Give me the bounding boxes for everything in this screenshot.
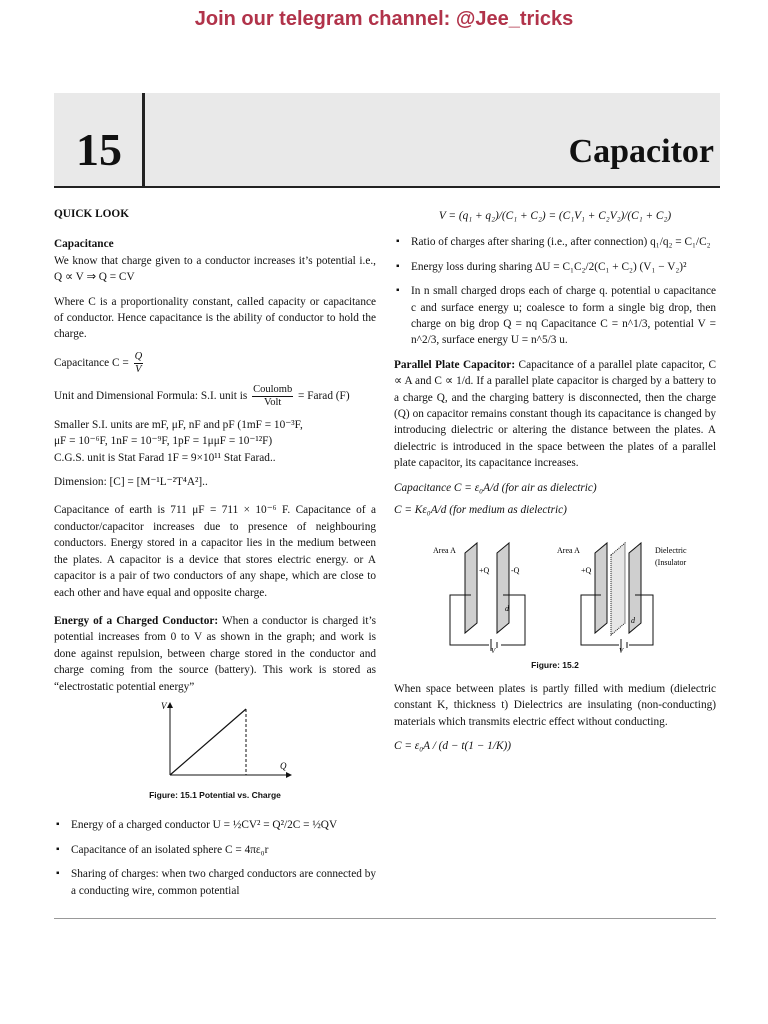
unit-num: Coulomb bbox=[253, 383, 293, 395]
area-a-label: Area A bbox=[433, 545, 456, 555]
right-column bbox=[394, 206, 716, 761]
quick-look-heading: QUICK LOOK bbox=[54, 208, 130, 220]
capacitance-medium-formula: C = Kε₀A/d (for medium as dielectric) bbox=[394, 504, 567, 517]
energy-heading: Energy of a Charged Conductor: bbox=[54, 614, 219, 627]
dielectric-label: Dielectric bbox=[655, 545, 687, 555]
area-a-label-right: Area A bbox=[557, 545, 580, 555]
capacitance-heading: Capacitance bbox=[54, 238, 114, 251]
dimension: Dimension: [C] = [M⁻¹L⁻²T⁴A²].. bbox=[54, 476, 208, 489]
v-label-right: V bbox=[619, 646, 624, 653]
plus-q-label: +Q bbox=[479, 565, 490, 575]
unit-tail: = Farad (F) bbox=[298, 389, 350, 402]
energy-text: When a conductor is charged it’s potential increases from 0 to V as shown in the graph; and work is done against repulsion, between charge stored in the conductor and charge coming from the source (battery). This work is stored as “electrostatic potential energy” bbox=[54, 614, 377, 693]
earth-capacitance-paragraph: Capacitance of earth is 711 μF = 711 × 10⁻⁶ F. Capacitance of a conductor/capacitor increases due to presence of neighbouring conductors. Energy stored in a capacitor lies in the medium between the plates. A capacitor is a device that stores electric energy. or A capacitor is a pair of two conductors of any shape, which are close to each other and have equal and opposite charge. bbox=[54, 504, 376, 599]
minus-q-label: -Q bbox=[511, 565, 520, 575]
smaller-units-line1: Smaller S.I. units are mF, μF, nF and pF (1mF = 10⁻³F, bbox=[54, 418, 303, 431]
potential-line bbox=[170, 709, 246, 775]
chapter-divider bbox=[142, 93, 145, 186]
energy-paragraph bbox=[54, 613, 376, 695]
frac-num: Q bbox=[134, 350, 143, 362]
list-item: ▪ Capacitance of an isolated sphere C = 4πε₀r bbox=[54, 842, 376, 858]
list-item: ▪ Sharing of charges: when two charged conductors are connected by a conducting wire, common potential bbox=[54, 866, 376, 899]
unit-label: Unit and Dimensional Formula: S.I. unit is bbox=[54, 389, 248, 402]
unit-fraction bbox=[252, 384, 293, 409]
capacitance-formula-label: Capacitance C = bbox=[54, 356, 129, 369]
list-item: ▪ Ratio of charges after sharing (i.e., after connection) q₁/q₂ = C₁/C₂ bbox=[394, 234, 716, 250]
footer-divider bbox=[54, 918, 716, 919]
cgs-unit: C.G.S. unit is Stat Farad 1F = 9×10¹¹ Stat Farad.. bbox=[54, 451, 276, 464]
plate-negative bbox=[497, 543, 509, 633]
parallel-plate-heading: Parallel Plate Capacitor: bbox=[394, 358, 516, 371]
figure-15-1-caption: Figure: 15.1 Potential vs. Charge bbox=[149, 789, 281, 800]
d-label-left: d bbox=[505, 603, 509, 613]
capacitance-intro: We know that charge given to a conductor increases it’s potential i.e., Q ∝ V ⇒ Q = CV bbox=[54, 254, 376, 284]
parallel-plate-text: Capacitance of a parallel plate capacitor, C ∝ A and C ∝ 1/d. If a parallel plate capacitor is charged by a battery to a charge Q, and the charging battery is disconnected, then the charge (Q) on capacitor remains constant though its capacitance is changed by introducing dielectric or altering the distance between the plates. A dielectric is introduced in the space between the plates of a parallel plate capacitor, its capacitance increases. bbox=[394, 358, 716, 470]
plate-positive bbox=[465, 543, 477, 633]
capacitance-fraction bbox=[134, 351, 144, 376]
partial-dielectric-formula: C = ε₀A / (d − t(1 − 1/K)) bbox=[394, 740, 512, 753]
parallel-plate-figure bbox=[405, 523, 705, 653]
unit-den: Volt bbox=[264, 396, 282, 408]
list-item: ▪ Energy loss during sharing ΔU = C₁C₂/2(C₁ + C₂) (V₁ − V₂)² bbox=[394, 259, 716, 275]
dielectric-slab bbox=[611, 543, 625, 635]
graph-v-label: V bbox=[161, 700, 167, 711]
right-bullet-list bbox=[394, 234, 716, 348]
d-label-right: d bbox=[631, 615, 635, 625]
list-item: ▪ Energy of a charged conductor U = ½CV² = Q²/2C = ½QV bbox=[54, 817, 376, 833]
chapter-header bbox=[54, 93, 720, 188]
left-column bbox=[54, 206, 376, 907]
parallel-plate-paragraph bbox=[394, 357, 716, 472]
frac-den: V bbox=[135, 363, 142, 375]
chapter-number: 15 bbox=[76, 124, 122, 175]
partly-filled-paragraph: When space between plates is partly filled with medium (dielectric constant K, thickness t) Dielectrics are insulating (non-conducting) materials which transmits electric effect without conducting. bbox=[394, 682, 716, 728]
smaller-units bbox=[54, 417, 376, 450]
figure-15-2-caption: Figure: 15.2 bbox=[531, 659, 579, 670]
capacitance-definition: Where C is a proportionality constant, called capacity or capacitance of conductor. Hence capacitance is the ability of conductor to hold the charge. bbox=[54, 295, 376, 341]
smaller-units-line2: μF = 10⁻⁶F, 1nF = 10⁻⁹F, 1pF = 1μμF = 10⁻¹²F) bbox=[54, 435, 273, 448]
capacitance-formula bbox=[54, 351, 376, 376]
plus-q-label-right: +Q bbox=[581, 565, 592, 575]
potential-charge-graph bbox=[130, 699, 300, 783]
telegram-banner: Join our telegram channel: @Jee_tricks bbox=[194, 8, 574, 30]
v-label-left: V bbox=[491, 646, 496, 653]
insulator-label: (Insulator bbox=[655, 557, 687, 567]
unit-formula bbox=[54, 384, 376, 409]
left-bullet-list bbox=[54, 817, 376, 899]
capacitance-air-formula: Capacitance C = ε₀A/d (for air as dielectric) bbox=[394, 481, 597, 494]
graph-q-label: Q bbox=[280, 760, 287, 771]
chapter-title: Capacitor bbox=[568, 133, 714, 170]
list-item: ▪ In n small charged drops each of charge q. potential υ capacitance c and surface energy u; coalesce to form a single big drop, then charge on big drop Q = nq Capacitance C = n^1/3, potential V = n^2/3, surface energy U = n^5/3 u. bbox=[394, 283, 716, 349]
common-potential-formula: V = (q₁ + q₂)/(C₁ + C₂) = (C₁V₁ + C₂V₂)/(C₁ + C₂) bbox=[438, 210, 672, 222]
